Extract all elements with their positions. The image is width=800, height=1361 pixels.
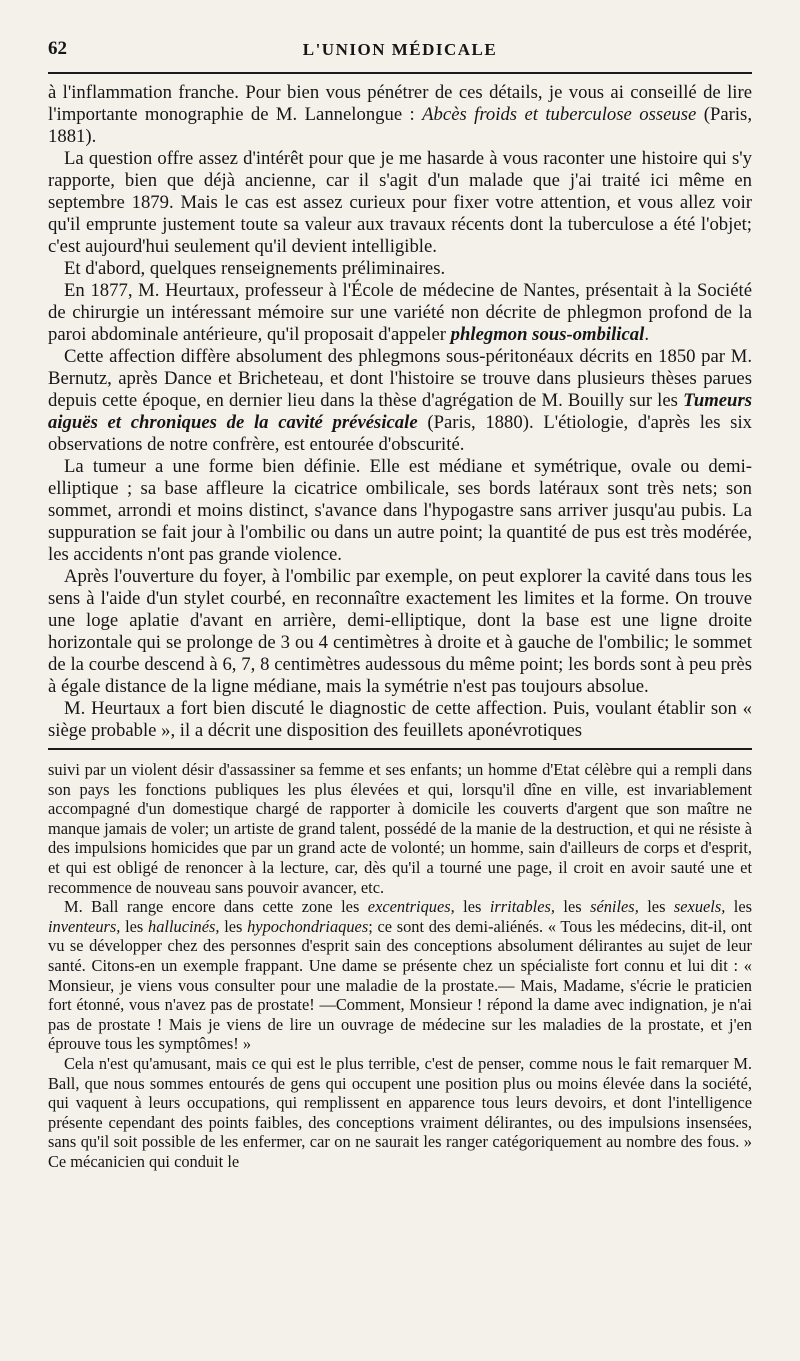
feuilleton xyxy=(48,760,752,1171)
paragraph: Après l'ouverture du foyer, à l'ombilic par exemple, on peut explorer la cavité dans tous les sens à l'aide d'un stylet courbé, en reconnaître exactement les limites et la forme. On trouve une loge aplatie d'avant en arrière, demi-elliptique, dont la base est une ligne droite horizontale qui se prolonge de 3 ou 4 centimètres à droite et à gauche de l'ombilic; le sommet de la courbe descend à 6, 7, 8 centimètres audessous du même point; les bords sont à peu près à égale distance de la ligne médiane, mais la symétrie n'est pas toujours absolue. xyxy=(48,566,752,697)
paragraph: La tumeur a une forme bien définie. Elle est médiane et symétrique, ovale ou demi-elliptique ; sa base affleure la cicatrice ombilicale, ses bords latéraux sont très nets; son sommet, arrondi et moins distinct, s'avance dans l'hypogastre sans arriver jusqu'au pubis. La suppuration se fait jour à l'ombilic ou dans un autre point; la quantité de pus est très modérée, les accidents n'ont pas grande violence. xyxy=(48,456,752,565)
paragraph: Et d'abord, quelques renseignements préliminaires. xyxy=(64,258,446,279)
paragraph: Cette affection diffère absolument des phlegmons sous-péritonéaux décrits en 1850 par M. Bernutz, après Dance et Bricheteau, et dont l'histoire se trouve dans plusieurs thèses parues depuis cette époque, en dernier lieu dans la thèse d'agrégation de M. Bouilly sur les Tumeurs aiguës et chroniques de la cavité prévésicale (Paris, 1880). L'étiologie, d'après les six observations de notre confrère, est entourée d'obscurité. xyxy=(48,346,752,455)
paragraph: à l'inflammation franche. Pour bien vous pénétrer de ces détails, je vous ai conseillé de lire l'importante monographie de M. Lannelongue : Abcès froids et tuberculose osseuse (Paris, 1881). xyxy=(48,82,752,147)
main-article xyxy=(48,82,752,742)
paragraph: M. Heurtaux a fort bien discuté le diagnostic de cette affection. Puis, voulant établir son « siège probable », il a décrit une disposition des feuillets aponévrotiques xyxy=(48,698,752,741)
header-rule xyxy=(48,72,752,74)
paragraph: suivi par un violent désir d'assassiner sa femme et ses enfants; un homme d'Etat célèbre qui a rempli dans son pays les fonctions publiques les plus élevées et qui, lorsqu'il dîne en ville, est invariablement accompagné d'un domestique chargé de rapporter à domicile les couverts d'argent que son maître ne manque jamais de voler; un artiste de grand talent, possédé de la manie de la destruction, et qui ne résiste à des impulsions homicides que par un grand acte de volonté; un homme, sain d'ailleurs de corps et d'esprit, et qui est obligé de renoncer à la lecture, car, dès qu'il a tourné une page, il croit en avoir sauté une et recommence de nouveau sans pouvoir avancer, etc. xyxy=(48,760,752,897)
thesis-title: Tumeurs aiguës et chroniques de la cavité prévésicale xyxy=(48,390,752,433)
running-title: L'UNION MÉDICALE xyxy=(302,40,498,59)
feuilleton-rule xyxy=(48,748,752,750)
paragraph: Cela n'est qu'amusant, mais ce qui est le plus terrible, c'est de penser, comme nous le fait remarquer M. Ball, que nous sommes entourés de gens qui occupent une position plus ou moins élevée dans la société, qui vaquent à leurs occupations, qui remplissent en apparence tous leurs devoirs, et dont l'intelligence présente cependant des points faibles, des conceptions vraiment délirantes, ou des impulsions insensées, sans qu'il soit possible de les enfermer, car on ne saurait les ranger catégoriquement au nombre des fous. » Ce mécanicien qui conduit le xyxy=(48,1053,752,1171)
paragraph: M. Ball range encore dans cette zone les excentriques, les irritables, les séniles, les sexuels, les inventeurs, les hallucinés, les hypochondriaques; ce sont des demi-aliénés. « Tous les médecins, dit-il, ont vu se développer chez des personnes d'esprit sain des conceptions absolument délirantes au sujet de leur santé. Citons-en un exemple frappant. Une dame se présente chez un spécialiste fort connu et lui dit : « Monsieur, je viens vous consulter pour une maladie de la prostate.— Mais, Madame, s'écrie le praticien fort étonné, vous n'avez pas de prostate! —Comment, Monsieur ! répond la dame avec indignation, je n'ai pas de prostate ! Mais je viens de lire un ouvrage de médecine sur les maladies de la prostate, et j'en éprouve tous les symptômes! » xyxy=(48,897,753,1054)
page-header xyxy=(48,38,752,68)
paragraph: La question offre assez d'intérêt pour que je me hasarde à vous raconter une histoire qui s'y rapporte, bien que déjà ancienne, car il s'agit d'un malade que j'ai traité ici même en septembre 1879. Mais le cas est assez curieux pour fixer votre attention, et vous allez voir qu'il emprunte justement toute sa valeur aux travaux récents dont la tuberculose a été l'objet; c'est aujourd'hui seulement qu'il devient intelligible. xyxy=(48,148,752,257)
term: phlegmon sous-ombilical xyxy=(450,324,645,345)
page-number: 62 xyxy=(48,38,67,59)
book-title: Abcès froids et tuberculose osseuse xyxy=(422,104,697,125)
paragraph: En 1877, M. Heurtaux, professeur à l'École de médecine de Nantes, présentait à la Société de chirurgie un intéressant mémoire sur une variété non décrite de phlegmon profond de la paroi abdominale antérieure, qu'il proposait d'appeler phlegmon sous-ombilical. xyxy=(48,280,752,345)
